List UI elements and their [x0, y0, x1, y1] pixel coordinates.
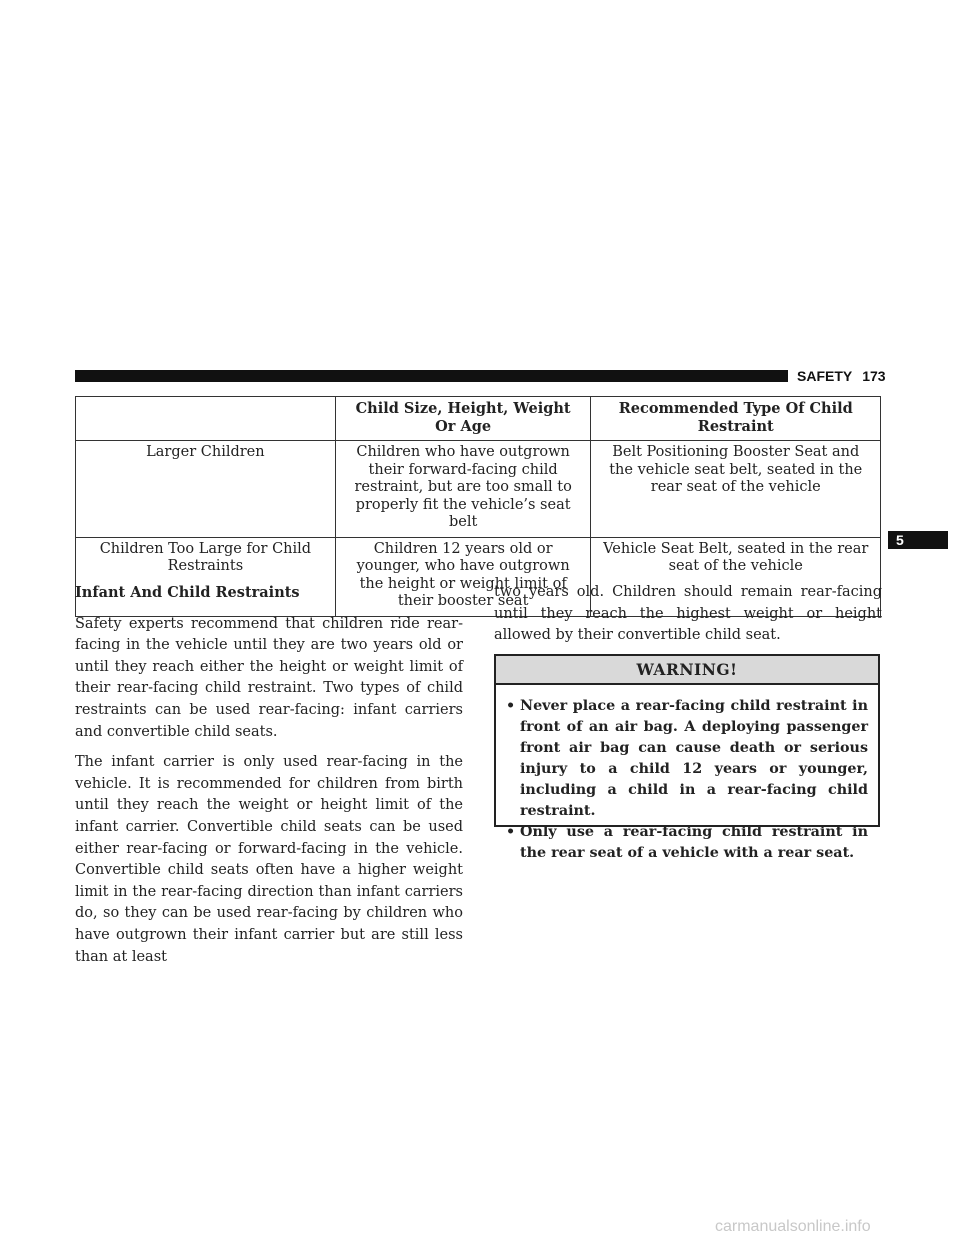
body-paragraph: The infant carrier is only used rear-facing in the vehicle. It is recommended for children from birth until they reach the weight or height limit of the infant carrier. Convertible child seats can be used either rear-facing or forward-facing in the vehicle. Convertible child seats often have a higher weight limit in the rear-facing direction than infant carriers do, so they can be used rear-facing by children who have outgrown their infant carrier but are still less than at least	[75, 754, 463, 965]
warning-item-text: Only use a rear-facing child restraint in the rear seat of a vehicle with a rear seat.	[520, 824, 868, 861]
table-cell: Belt Positioning Booster Seat and the vehicle seat belt, seated in the rear seat of the vehicle	[591, 441, 881, 538]
running-header	[797, 367, 886, 385]
warning-title: WARNING!	[496, 656, 878, 685]
table-header-cell: Child Size, Height, Weight Or Age	[335, 397, 591, 441]
bullet-icon: •	[506, 824, 516, 840]
body-paragraph: Safety experts recommend that children ride rear-facing in the vehicle until they are two years old or until they reach either the height or weight limit of their rear-facing child restraint. Two types of child restraints can be used rear-facing: infant carriers and convertible child seats.	[75, 615, 463, 740]
page-number: 173	[862, 368, 886, 384]
left-column	[75, 582, 463, 977]
warning-box	[494, 654, 880, 861]
table-cell: Children 12 years old or younger, who have outgrown the height or weight limit of their booster seat	[335, 537, 591, 616]
table-cell: Children Too Large for Child Restraints	[76, 537, 336, 616]
table-cell: Children who have outgrown their forward-facing child restraint, but are too small to properly fit the vehicle’s seat belt	[335, 441, 591, 538]
table-header-cell	[76, 397, 336, 441]
table-cell: Larger Children	[76, 441, 336, 538]
body-paragraph: two years old. Children should remain rear-facing until they reach the highest weight or height allowed by their convertible child seat.	[494, 584, 882, 644]
warning-item-text: Never place a rear-facing child restraint in front of an air bag. A deploying passenger front air bag can cause death or serious injury to a child 12 years or younger, including a child in a rear-facing child restraint.	[520, 698, 868, 819]
table-header-row	[76, 397, 881, 441]
chapter-tab: 5	[888, 531, 948, 549]
table-header-cell: Recommended Type Of Child Restraint	[591, 397, 881, 441]
watermark: carmanualsonline.info	[715, 1218, 871, 1235]
table-row	[76, 441, 881, 538]
bullet-icon: •	[506, 698, 516, 714]
warning-list	[496, 685, 878, 864]
warning-item	[506, 822, 868, 864]
table-cell: Vehicle Seat Belt, seated in the rear seat of the vehicle	[591, 537, 881, 616]
section-name: SAFETY	[797, 368, 853, 384]
warning-item	[506, 696, 868, 822]
right-column	[494, 582, 882, 656]
header-rule	[75, 370, 788, 382]
section-title: Infant And Child Restraints	[75, 584, 300, 601]
